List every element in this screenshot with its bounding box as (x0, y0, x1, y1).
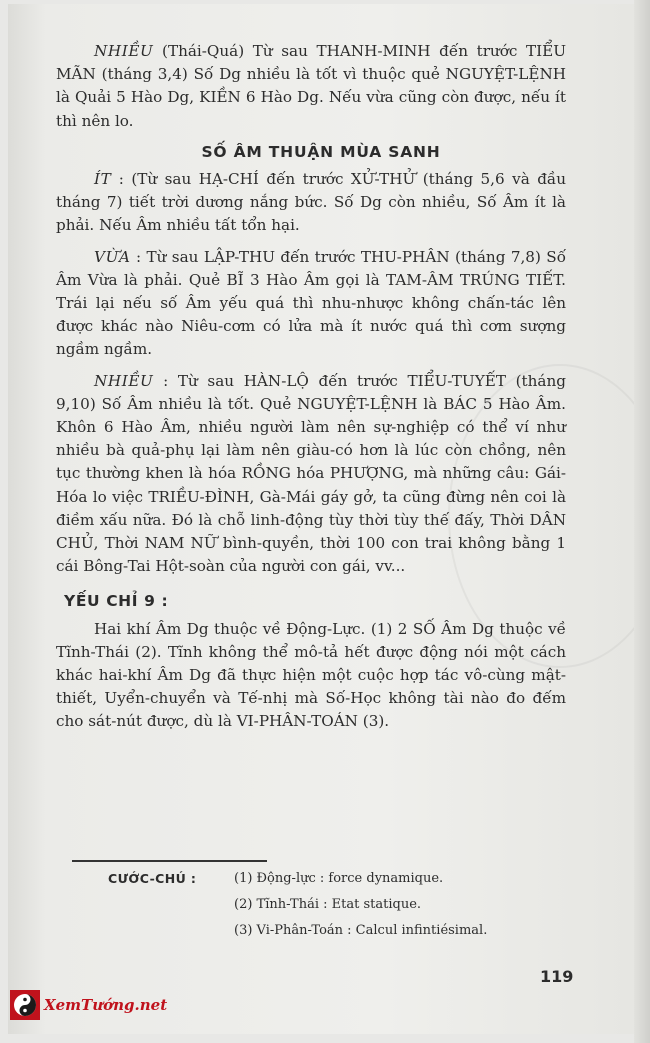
yeu-chi-heading: YẾU CHỈ 9 : (64, 592, 169, 611)
paragraph-label: VỪA (94, 247, 131, 266)
footnote-row (108, 866, 528, 892)
paragraph-text: : Từ sau LẬP-THU đến trước THU-PHÂN (tháng 7,8) Số Âm Vừa là phải. Quẻ BĨ 3 Hào Âm gọi là TAM-ÂM TRÚNG TIẾT. Trái lại nếu số Âm yếu quá thì nhu-nhược không chấn-tác lên được khác nào Niêu-cơm có lửa mà ít nước quá thì cơm sượng ngầm ngầm. (56, 247, 566, 359)
footnote-item: (2) Tĩnh-Thái : Etat statique. (234, 897, 422, 912)
paragraph-text: (Thái-Quá) Từ sau THANH-MINH đến trước TIỂU MÃN (tháng 3,4) Số Dg nhiều là tốt vì thuộc quẻ NGUYỆT-LỆNH là Quải 5 Hào Dg, KIỀN 6 Hào Dg. Nếu vừa cũng còn được, nếu ít thì nên lo. (56, 42, 567, 130)
section-title: SỐ ÂM THUẬN MÙA SANH (201, 142, 441, 161)
watermark-text[interactable]: XemTướng.net (44, 996, 168, 1014)
paragraph-it (56, 168, 566, 238)
paragraph-nhieu (56, 370, 566, 579)
footnote-item: (3) Vi-Phân-Toán : Calcul infintiésimal. (234, 923, 488, 938)
footnote-row (108, 892, 528, 918)
footnote-row (108, 918, 528, 944)
paragraph-label: ÍT (94, 170, 112, 189)
paragraph-label: NHIỀU (94, 371, 154, 390)
paragraph-vua (56, 246, 566, 362)
footnote-divider (72, 860, 267, 862)
site-watermark (10, 990, 167, 1020)
footnote-heading: CƯỚC-CHÚ : (108, 871, 197, 886)
paragraph-label: NHIỀU (94, 42, 154, 60)
page-number: 119 (540, 967, 574, 986)
book-page (8, 4, 634, 1034)
page-edge (634, 0, 650, 1043)
paragraph-yeu-chi: Hai khí Âm Dg thuộc về Động-Lực. (1) 2 SỐ Âm Dg thuộc về Tĩnh-Thái (2). Tĩnh không thể mô-tả hết được động nói một cách khác hai-khí Âm Dg đã thực hiện một cuộc hợp tác vô-cùng mật-thiết, Uyển-chuyển và Tế-nhị mà Số-Học không tài nào đo đếm cho sát-nút được, dù là VI-PHÂN-TOÁN (3). (56, 619, 566, 731)
footnote-item: (1) Động-lực : force dynamique. (234, 871, 444, 886)
footnotes (108, 866, 528, 944)
yin-yang-icon (10, 990, 40, 1020)
page-body (56, 40, 566, 742)
paragraph-nhieu-thai-qua (56, 40, 566, 133)
paragraph-text: : (Từ sau HẠ-CHÍ đến trước XỬ-THỬ (tháng 5,6 và đầu tháng 7) tiết trời dương nắng bức. Số Dg còn nhiều, Số Âm ít là phải. Nếu Âm nhiều tất tổn hại. (56, 170, 566, 235)
paragraph-text: : Từ sau HÀN-LỘ đến trước TIỂU-TUYẾT (tháng 9,10) Số Âm nhiều là tốt. Quẻ NGUYỆT-LỆNH là BÁC 5 Hào Âm. Khôn 6 Hào Âm, nhiều người làm nên sự-nghiệp có thể ví như nhiều bà quả-phụ lại làm nên giàu-có hơn là lúc còn chồng, nên tục thường khen là hóa RỒNG hóa PHƯỢNG, mà những câu: Gái-Hóa lo việc TRIỀU-ĐÌNH, Gà-Mái gáy gở, ta cũng đừng nên coi là điềm xấu nữa. Đó là chỗ linh-động tùy thời tùy thế đấy, Thời DÂN CHỦ, Thời NAM NỮ bình-quyền, thời 100 con trai không bằng 1 cái Bông-Tai Hột-soàn của người con gái, vv... (56, 371, 566, 576)
